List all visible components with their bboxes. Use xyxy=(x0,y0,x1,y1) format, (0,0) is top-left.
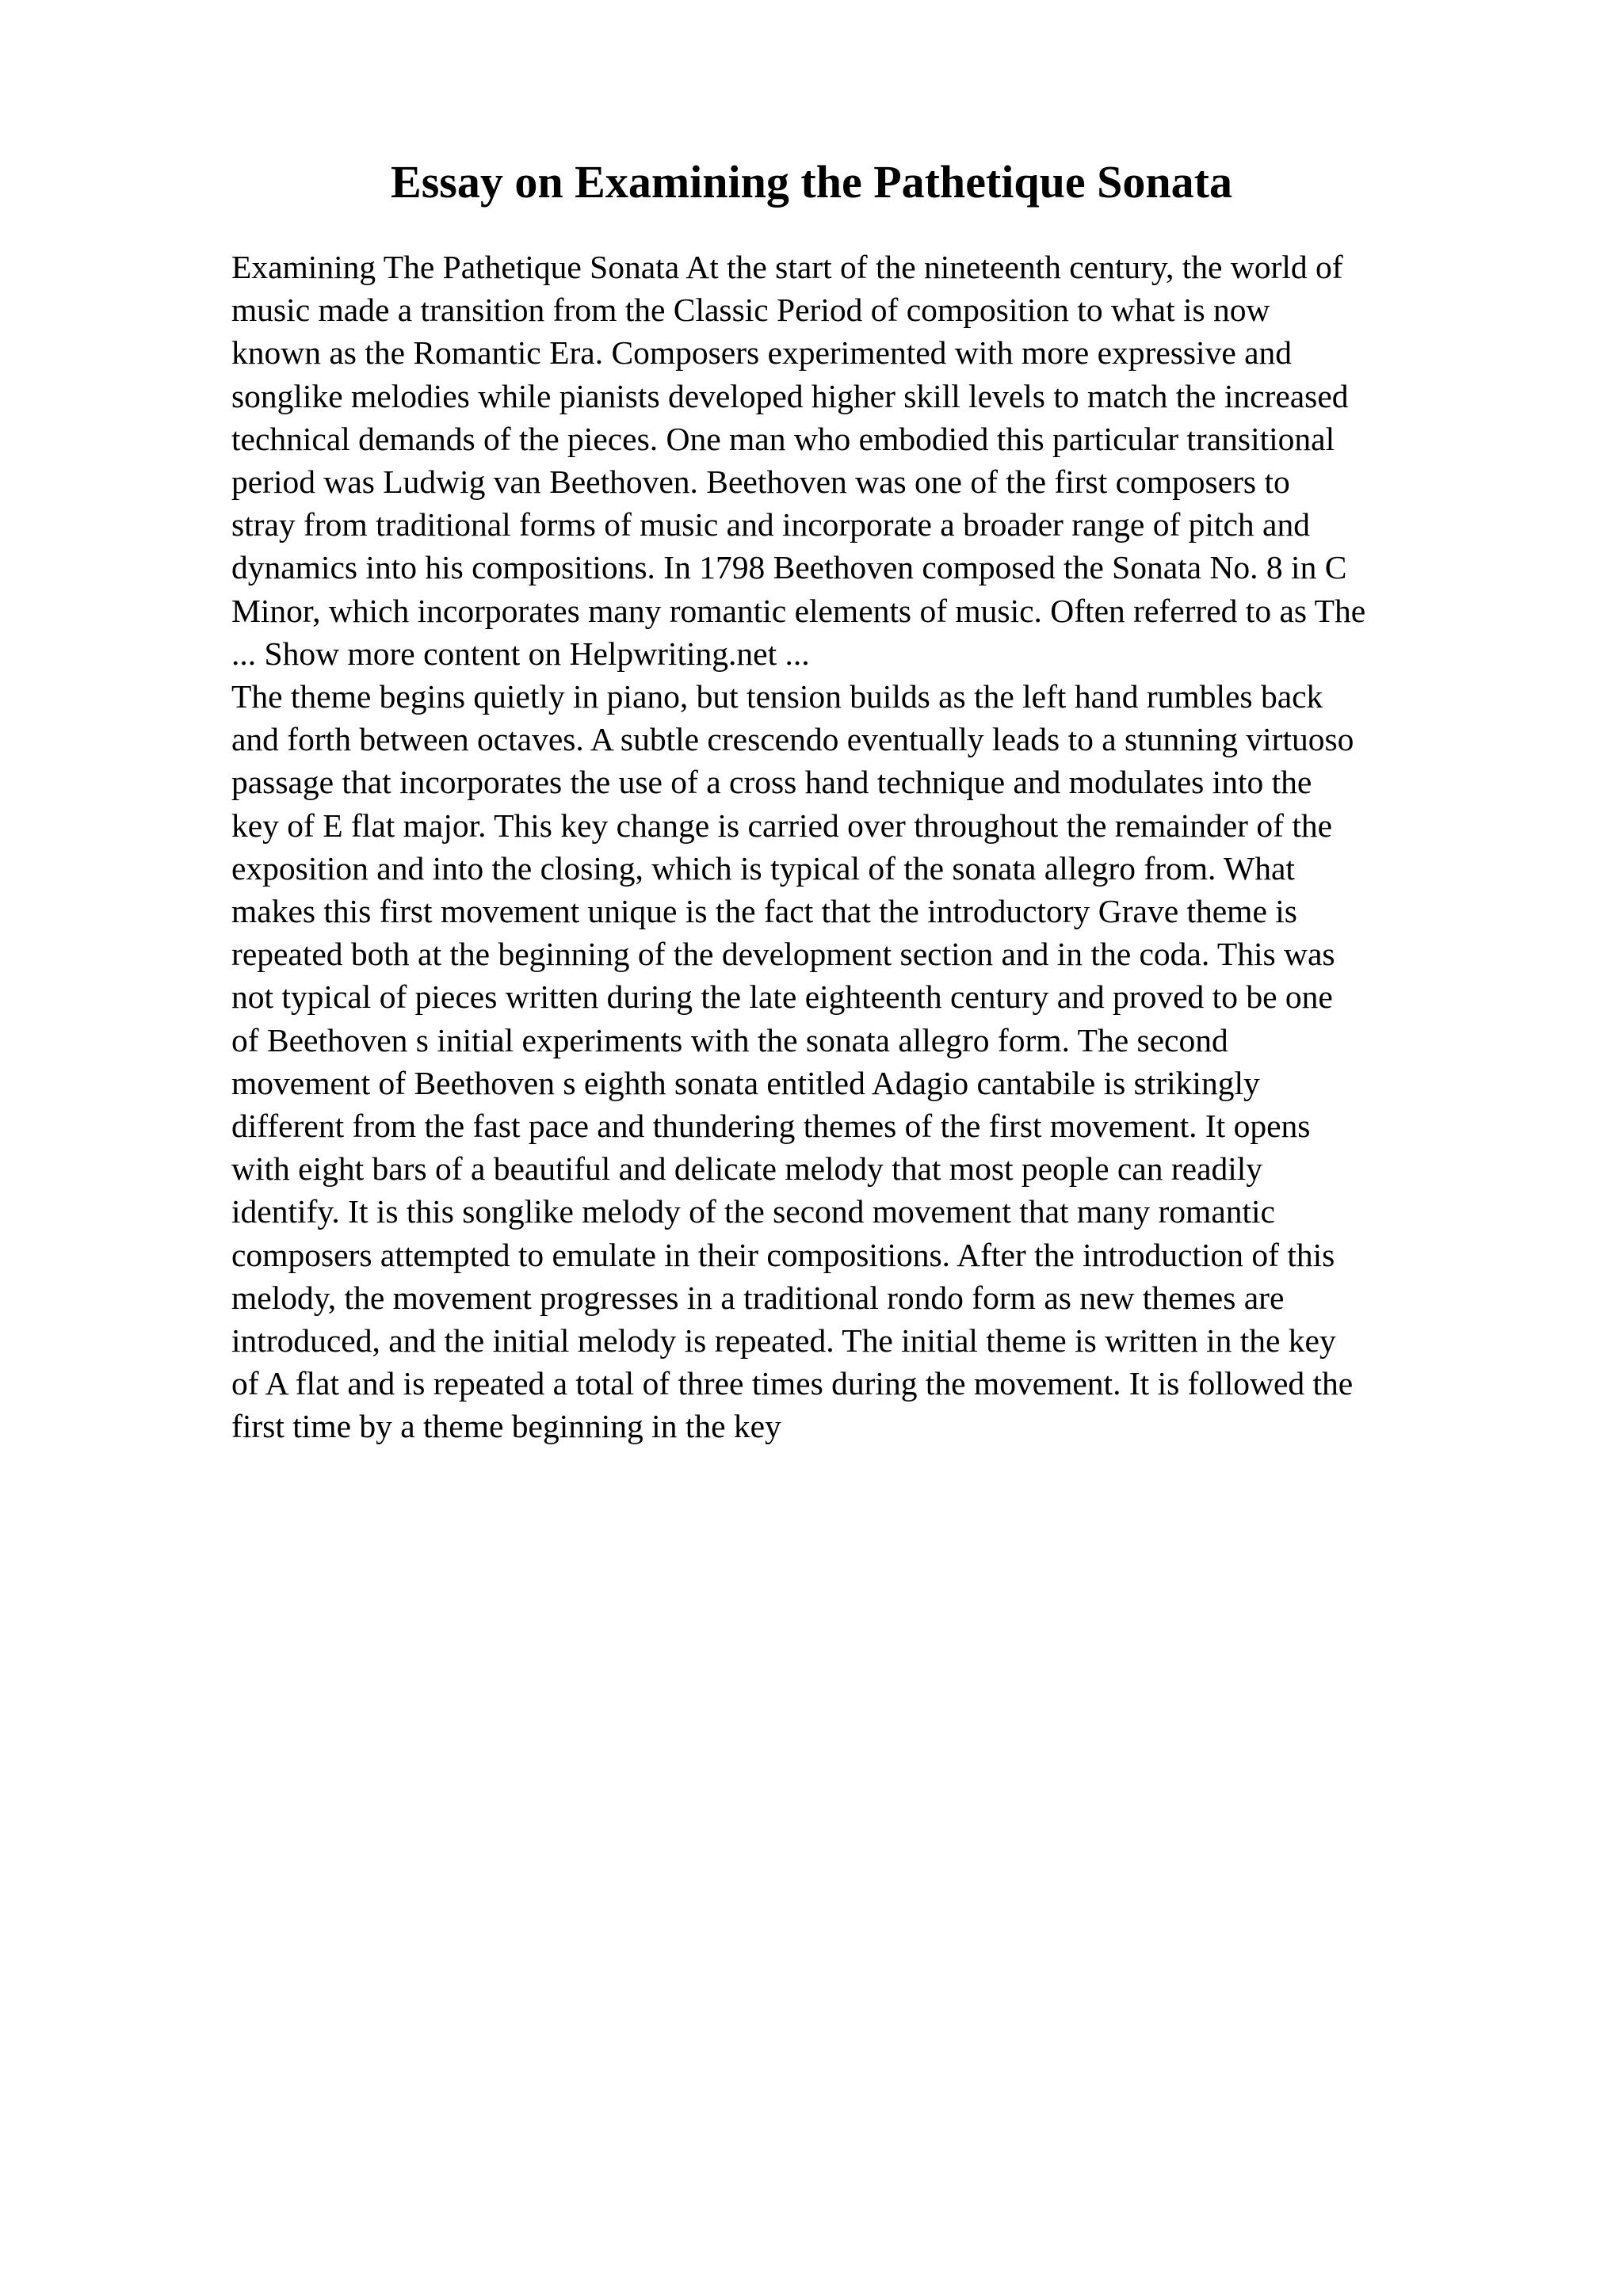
text-line: key of E flat major. This key change is carried over throughout the remainder of the xyxy=(231,807,1333,844)
text-line: known as the Romantic Era. Composers experimented with more expressive and xyxy=(231,334,1293,372)
text-line: with eight bars of a beautiful and delicate melody that most people can readily xyxy=(231,1150,1263,1188)
text-line: not typical of pieces written during the late eighteenth century and proved to be one xyxy=(231,978,1333,1016)
text-line: music made a transition from the Classic Period of composition to what is now xyxy=(231,292,1270,329)
page-title: Essay on Examining the Pathetique Sonata xyxy=(391,156,1232,208)
text-line: composers attempted to emulate in their compositions. After the introduction of this xyxy=(231,1236,1335,1273)
text-line: passage that incorporates the use of a cross hand technique and modulates into the xyxy=(231,764,1312,801)
text-line: different from the fast pace and thundering themes of the first movement. It opens xyxy=(231,1108,1311,1145)
text-line: introduced, and the initial melody is repeated. The initial theme is written in the key xyxy=(231,1322,1336,1360)
text-line: first time by a theme beginning in the key xyxy=(231,1408,781,1445)
text-line: Minor, which incorporates many romantic elements of music. Often referred to as The xyxy=(231,592,1366,629)
text-line: makes this first movement unique is the fact that the introductory Grave theme is xyxy=(231,893,1297,930)
text-line: songlike melodies while pianists developed higher skill levels to match the increased xyxy=(231,377,1349,414)
text-line: movement of Beethoven s eighth sonata entitled Adagio cantabile is strikingly xyxy=(231,1064,1260,1101)
text-line: Examining The Pathetique Sonata At the start of the nineteenth century, the world of xyxy=(231,249,1343,285)
text-line: The theme begins quietly in piano, but tension builds as the left hand rumbles back xyxy=(231,678,1323,715)
paragraph-1 xyxy=(231,246,1547,675)
text-line: repeated both at the beginning of the development section and in the coda. This was xyxy=(231,936,1335,973)
text-line: of A flat and is repeated a total of three times during the movement. It is followed the xyxy=(231,1365,1354,1402)
paragraph-2 xyxy=(231,675,1547,1448)
text-line: melody, the movement progresses in a traditional rondo form as new themes are xyxy=(231,1279,1285,1316)
show-more-note: ... Show more content on Helpwriting.net ... xyxy=(231,635,810,672)
text-line: of Beethoven s initial experiments with the sonata allegro form. The second xyxy=(231,1021,1228,1058)
text-line: technical demands of the pieces. One man who embodied this particular transitional xyxy=(231,420,1335,457)
essay-body xyxy=(231,246,1547,1448)
text-line: period was Ludwig van Beethoven. Beethoven was one of the first composers to xyxy=(231,463,1290,501)
text-line: and forth between octaves. A subtle crescendo eventually leads to a stunning virtuoso xyxy=(231,721,1354,758)
text-line: dynamics into his compositions. In 1798 Beethoven composed the Sonata No. 8 in C xyxy=(231,549,1347,586)
text-line: exposition and into the closing, which is typical of the sonata allegro from. What xyxy=(231,849,1295,887)
text-line: stray from traditional forms of music and incorporate a broader range of pitch and xyxy=(231,506,1310,543)
text-line: identify. It is this songlike melody of the second movement that many romantic xyxy=(231,1193,1275,1230)
